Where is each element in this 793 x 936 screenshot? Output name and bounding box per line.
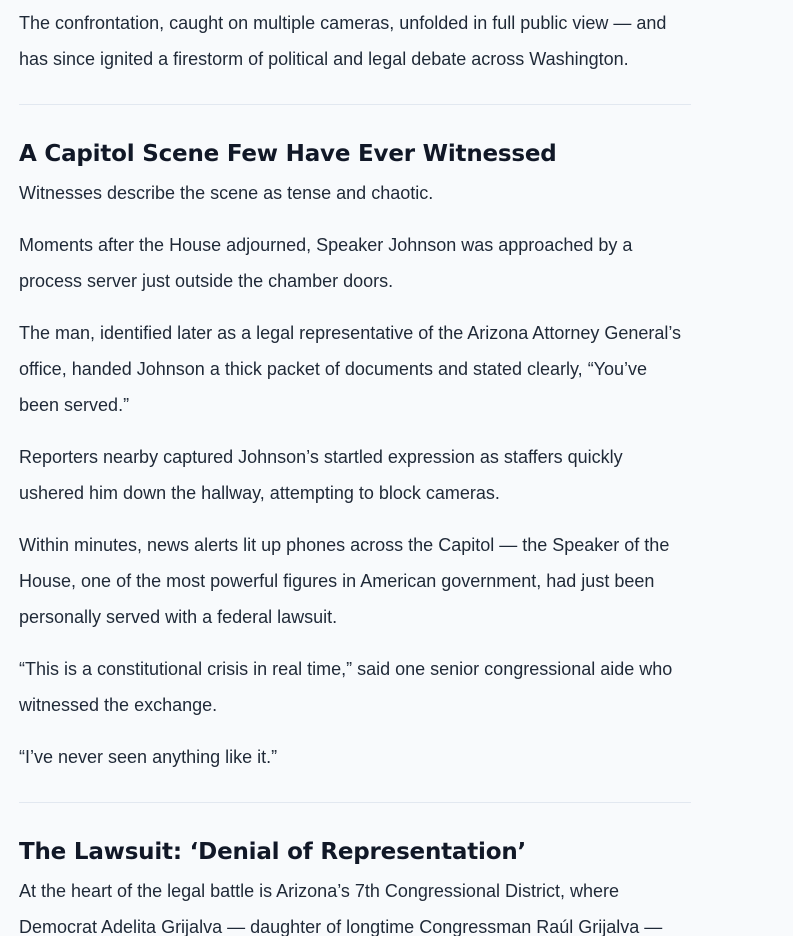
capitol-paragraph-7: “I’ve never seen anything like it.” bbox=[19, 747, 278, 767]
lawsuit-paragraph-1: At the heart of the legal battle is Arizona’s 7th Congressional District, where Democrat Adelita Grijalva — daughter of longtime Congressman Raúl Grijalva — bbox=[19, 881, 663, 936]
section-heading-capitol: A Capitol Scene Few Have Ever Witnessed bbox=[19, 141, 557, 167]
intro-paragraph: The confrontation, caught on multiple cameras, unfolded in full public view — and has since ignited a firestorm of political and legal debate across Washington. bbox=[19, 13, 667, 69]
section-divider bbox=[19, 104, 691, 105]
capitol-paragraph-3: The man, identified later as a legal representative of the Arizona Attorney General’s office, handed Johnson a thick packet of documents and stated clearly, “You’ve been served.” bbox=[19, 323, 682, 415]
section-divider bbox=[19, 802, 691, 803]
capitol-paragraph-4: Reporters nearby captured Johnson’s startled expression as staffers quickly ushered him down the hallway, attempting to block cameras. bbox=[19, 447, 623, 503]
capitol-paragraph-2: Moments after the House adjourned, Speaker Johnson was approached by a process server just outside the chamber doors. bbox=[19, 235, 633, 291]
section-heading-lawsuit: The Lawsuit: ‘Denial of Representation’ bbox=[19, 839, 527, 865]
capitol-paragraph-1: Witnesses describe the scene as tense and chaotic. bbox=[19, 183, 434, 203]
capitol-paragraph-5: Within minutes, news alerts lit up phones across the Capitol — the Speaker of the House, one of the most powerful figures in American government, had just been personally served with a federal lawsuit. bbox=[19, 535, 670, 627]
capitol-paragraph-6: “This is a constitutional crisis in real time,” said one senior congressional aide who witnessed the exchange. bbox=[19, 659, 673, 715]
